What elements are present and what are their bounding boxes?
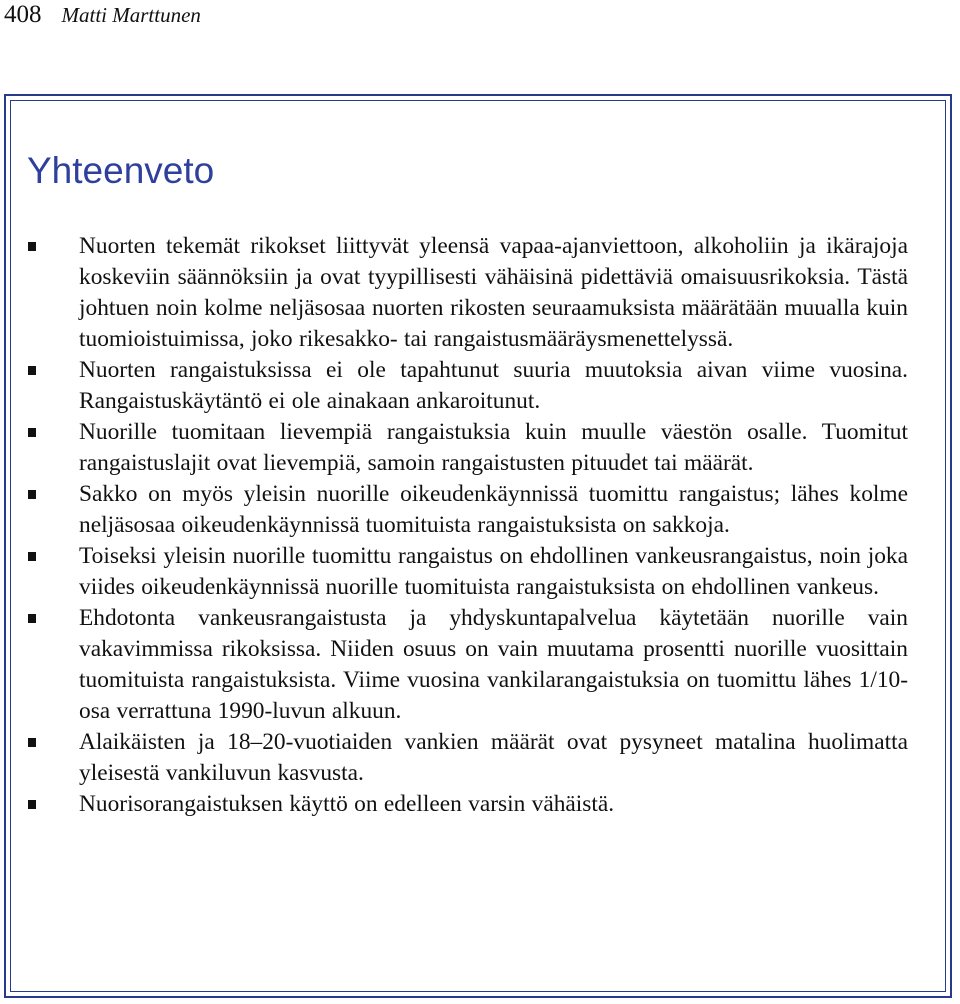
summary-list-item (24, 479, 908, 541)
summary-item-text: Alaikäisten ja 18–20-vuotiaiden vankien määrät ovat pysyneet matalina huolimatta yleisestä vankiluvun kasvusta. (79, 729, 908, 786)
page-number: 408 (4, 1, 42, 28)
summary-list-item (24, 231, 908, 355)
running-head-author: Matti Marttunen (61, 3, 201, 27)
summary-item-text: Nuorten tekemät rikokset liittyvät yleensä vapaa-ajanviettoon, alkoholiin ja ikärajoja koskeviin säännöksiin ja ovat tyypillisesti vähäisinä pidettäviä omaisuusrikoksia. Tästä johtuen noin kolme neljäsosaa nuorten rikosten seuraamuksista määrätään muualla kuin tuomioistuimissa, joko rikesakko- tai rangaistusmääräysmenettelyssä. (79, 233, 908, 352)
summary-list-item (24, 355, 908, 417)
square-bullet-icon (28, 738, 36, 747)
square-bullet-icon (28, 366, 36, 375)
summary-item-text: Sakko on myös yleisin nuorille oikeudenkäynnissä tuomittu rangaistus; lähes kolme neljäsosaa oikeudenkäynnissä tuomituista rangaistuksista on sakkoja. (79, 481, 908, 538)
summary-item-text: Nuorten rangaistuksissa ei ole tapahtunut suuria muutoksia aivan viime vuosina. Rangaistuskäytäntö ei ole ainakaan ankaroitunut. (79, 357, 908, 414)
summary-list-item (24, 541, 908, 603)
running-head (4, 0, 201, 30)
square-bullet-icon (28, 428, 36, 437)
summary-item-text: Ehdotonta vankeusrangaistusta ja yhdyskuntapalvelua käytetään nuorille vain vakavimmissa rikoksissa. Niiden osuus on vain muutama prosentti nuorille vuosittain tuomituista rangaistuksista. Viime vuosina vankilarangaistuksia on tuomittu lähes 1/10-osa verrattuna 1990-luvun alkuun. (79, 605, 908, 724)
square-bullet-icon (28, 800, 36, 809)
square-bullet-icon (28, 242, 36, 251)
summary-item-text: Toiseksi yleisin nuorille tuomittu rangaistus on ehdollinen vankeusrangaistus, noin joka viides oikeudenkäynnissä nuorille tuomituista rangaistuksista on ehdollinen vankeus. (79, 543, 908, 600)
square-bullet-icon (28, 614, 36, 623)
summary-item-text: Nuorisorangaistuksen käyttö on edelleen varsin vähäistä. (79, 791, 615, 817)
square-bullet-icon (28, 552, 36, 561)
summary-box-title: Yhteenveto (27, 150, 215, 191)
summary-item-text: Nuorille tuomitaan lievempiä rangaistuksia kuin muulle väestön osalle. Tuomitut rangaistuslajit ovat lievempiä, samoin rangaistusten pituudet tai määrät. (79, 419, 908, 476)
square-bullet-icon (28, 490, 36, 499)
summary-list (24, 231, 908, 820)
summary-list-item (24, 727, 908, 789)
summary-list-item (24, 603, 908, 727)
summary-list-item (24, 417, 908, 479)
summary-list-item (24, 789, 908, 820)
